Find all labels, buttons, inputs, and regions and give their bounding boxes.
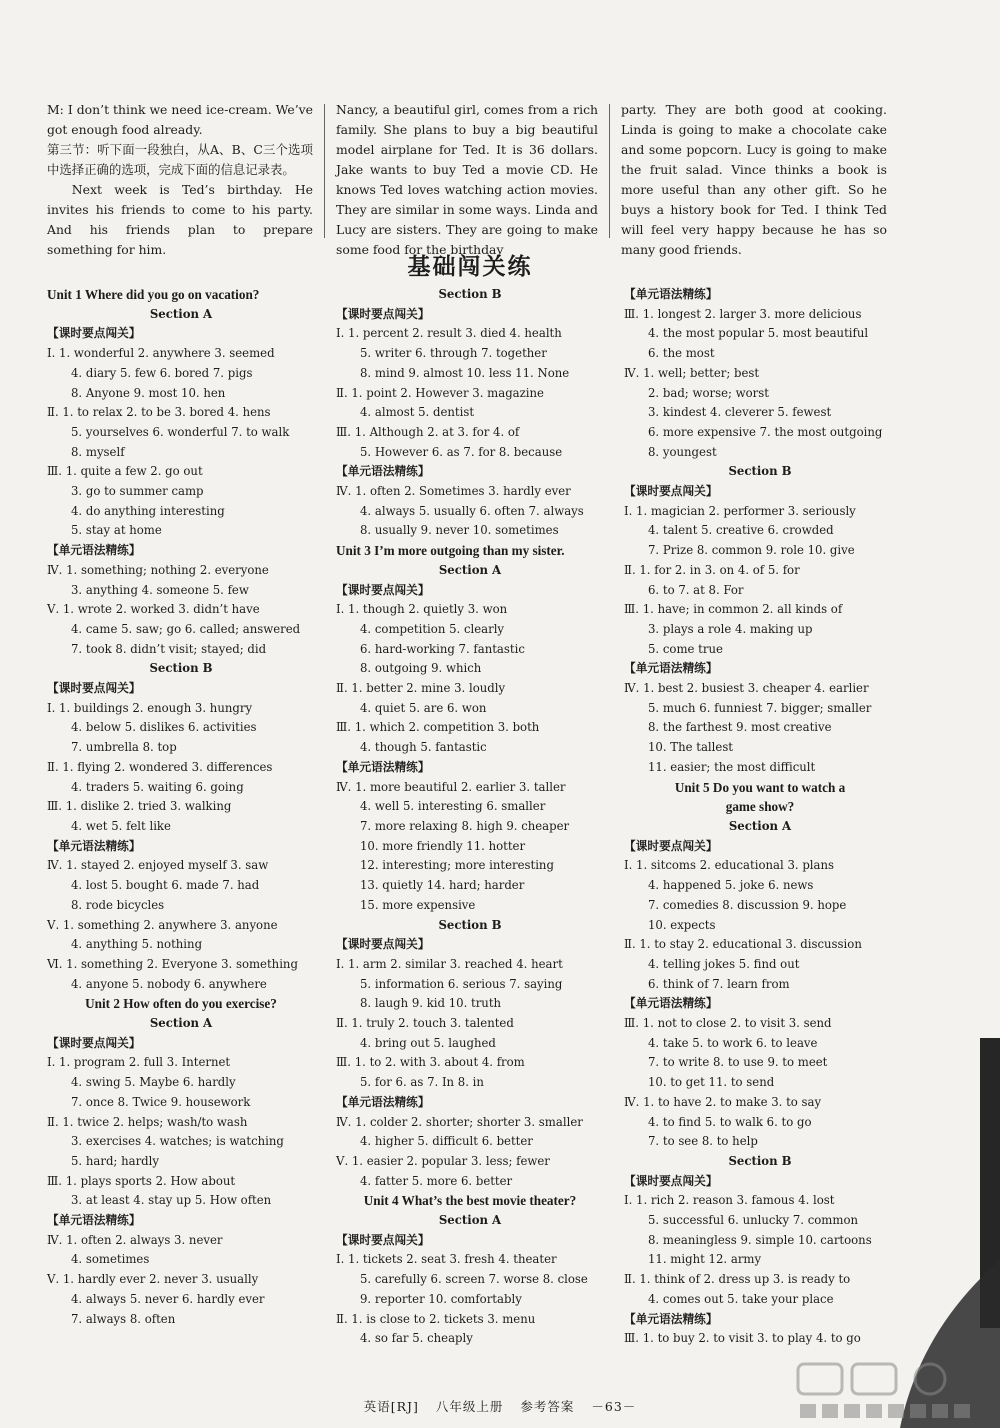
answer-line: 4. fatter 5. more 6. better [360, 1173, 513, 1188]
answer-line: 4. below 5. dislikes 6. activities [71, 720, 257, 735]
answer-line: 4. do anything interesting [71, 503, 225, 518]
exercise-heading: 【单元语法精练】 [336, 464, 430, 479]
exercise-heading: 【课时要点闯关】 [624, 1173, 718, 1188]
footer-label: 参考答案 [520, 1399, 575, 1414]
exercise-heading: 【单元语法精练】 [336, 1094, 430, 1109]
answer-line: Ⅳ. 1. colder 2. shorter; shorter 3. smaller [336, 1114, 583, 1129]
answer-line: 8. outgoing 9. which [360, 661, 482, 676]
answer-line: 4. though 5. fantastic [360, 740, 487, 755]
answer-line: 5. writer 6. through 7. together [360, 346, 547, 361]
listening-text-paragraph: Nancy, a beautiful girl, comes from a rich family. She plans to buy a big beautiful model airplane for Ted. It is 36 dollars. Jake wants to buy Ted a movie CD. He knows Ted loves watching action movies. They are similar in some ways. Linda and Lucy are sisters. They are going to make some food for the birthday [336, 102, 598, 257]
answer-line: 4. always 5. never 6. hardly ever [71, 1291, 265, 1306]
answer-line: 6. to 7. at 8. For [648, 582, 744, 597]
answer-line: Ⅲ. 1. have; in common 2. all kinds of [624, 602, 843, 617]
answer-line: Ⅲ. 1. longest 2. larger 3. more delicious [624, 306, 862, 321]
answer-line: Ⅰ. 1. magician 2. performer 3. seriously [624, 503, 856, 518]
listening-text-paragraph: M: I don’t think we need ice-cream. We’ve got enough food already. [47, 102, 313, 137]
answer-line: 3. exercises 4. watches; is watching [71, 1134, 284, 1149]
exercise-heading: 【单元语法精练】 [624, 1311, 718, 1326]
listening-text-column-2 [336, 100, 598, 260]
exercise-heading: 【单元语法精练】 [624, 287, 718, 301]
answers-column-1 [47, 285, 315, 1329]
answers-column-2 [336, 285, 604, 1349]
answer-line: Ⅳ. 1. often 2. Sometimes 3. hardly ever [336, 484, 571, 499]
answer-line: 4. always 5. usually 6. often 7. always [360, 503, 584, 518]
section-heading: Section A [149, 1016, 213, 1031]
answer-line: Ⅰ. 1. though 2. quietly 3. won [336, 602, 508, 617]
exercise-heading: 【单元语法精练】 [624, 661, 718, 676]
listening-text-column-1 [47, 100, 313, 260]
answer-line: 4. comes out 5. take your place [648, 1291, 834, 1306]
answers-column-3 [624, 285, 896, 1349]
unit-heading: Unit 4 What’s the best movie theater? [363, 1193, 577, 1209]
section-heading: Section A [728, 818, 792, 833]
answer-line: 8. myself [71, 444, 125, 459]
section-heading: Section A [438, 1213, 502, 1228]
answer-line: 4. bring out 5. laughed [360, 1035, 496, 1050]
exercise-heading: 【课时要点闯关】 [47, 1035, 141, 1050]
answer-line: Ⅰ. 1. program 2. full 3. Internet [47, 1055, 231, 1070]
answer-line: Ⅲ. 1. plays sports 2. How about [47, 1173, 236, 1188]
answer-line: Ⅱ. 1. to relax 2. to be 3. bored 4. hens [47, 405, 271, 420]
answer-line: Ⅲ. 1. dislike 2. tried 3. walking [47, 799, 232, 814]
answer-line: Ⅲ. 1. which 2. competition 3. both [336, 720, 540, 735]
answer-line: 4. happened 5. joke 6. news [648, 878, 814, 893]
answer-line: Ⅴ. 1. something 2. anywhere 3. anyone [47, 917, 278, 932]
answer-line: 8. laugh 9. kid 10. truth [360, 996, 502, 1011]
answer-line: 15. more expensive [360, 897, 476, 912]
answer-line: 7. more relaxing 8. high 9. cheaper [360, 818, 570, 833]
exercise-heading: 【课时要点闯关】 [336, 1232, 430, 1247]
unit-heading: game show? [725, 799, 795, 815]
section-heading: Section A [149, 306, 213, 321]
exercise-heading: 【课时要点闯关】 [47, 681, 141, 696]
answer-line: 8. mind 9. almost 10. less 11. None [360, 365, 570, 380]
answer-line: 6. think of 7. learn from [648, 976, 790, 991]
answer-line: Ⅳ. 1. to have 2. to make 3. to say [624, 1094, 822, 1109]
answer-line: Ⅱ. 1. better 2. mine 3. loudly [336, 681, 506, 696]
exercise-heading: 【课时要点闯关】 [624, 838, 718, 853]
exercise-heading: 【单元语法精练】 [624, 996, 718, 1011]
section-heading: Section B [438, 287, 502, 301]
answer-line: 7. comedies 8. discussion 9. hope [648, 897, 847, 912]
answer-line: 3. anything 4. someone 5. few [71, 582, 249, 597]
unit-heading: Unit 1 Where did you go on vacation? [47, 287, 260, 302]
answer-line: Ⅲ. 1. quite a few 2. go out [47, 464, 203, 479]
answer-line: 5. for 6. as 7. In 8. in [360, 1075, 484, 1090]
answer-line: Ⅲ. 1. to buy 2. to visit 3. to play 4. to go [624, 1331, 861, 1346]
answer-line: 4. came 5. saw; go 6. called; answered [71, 621, 301, 636]
answer-line: 4. anything 5. nothing [71, 937, 203, 952]
answer-line: 8. youngest [648, 444, 717, 459]
answer-line: 4. lost 5. bought 6. made 7. had [71, 878, 260, 893]
listening-text-paragraph: Next week is Ted’s birthday. He invites his friends to come to his party. And his friends plan to prepare something for him. [47, 182, 313, 257]
answer-line: Ⅳ. 1. best 2. busiest 3. cheaper 4. earlier [624, 681, 869, 696]
answer-line: Ⅲ. 1. to 2. with 3. about 4. from [336, 1055, 525, 1070]
answer-line: 4. telling jokes 5. find out [648, 956, 800, 971]
answer-line: 4. take 5. to work 6. to leave [648, 1035, 818, 1050]
answer-line: 7. once 8. Twice 9. housework [71, 1094, 251, 1109]
answer-line: Ⅰ. 1. arm 2. similar 3. reached 4. heart [336, 956, 563, 971]
answer-line: 4. talent 5. creative 6. crowded [648, 523, 834, 538]
answer-line: Ⅱ. 1. point 2. However 3. magazine [336, 385, 544, 400]
answer-line: 7. umbrella 8. top [71, 740, 177, 755]
section-heading: Section A [438, 562, 502, 577]
answer-line: 4. well 5. interesting 6. smaller [360, 799, 546, 814]
answer-line: 4. swing 5. Maybe 6. hardly [71, 1075, 236, 1090]
unit-heading: Unit 2 How often do you exercise? [85, 996, 277, 1012]
exercise-heading: 【单元语法精练】 [47, 1213, 141, 1228]
unit-heading: Unit 5 Do you want to watch a [674, 779, 846, 795]
answer-line: 4. traders 5. waiting 6. going [71, 779, 244, 794]
section-heading: Section B [149, 661, 213, 676]
footer-grade: 八年级上册 [435, 1399, 504, 1414]
column-divider [609, 104, 610, 238]
answer-line: Ⅵ. 1. something 2. Everyone 3. something [47, 956, 298, 971]
answer-line: Ⅳ. 1. often 2. always 3. never [47, 1232, 223, 1247]
answer-line: 3. kindest 4. cleverer 5. fewest [648, 405, 832, 420]
answer-line: Ⅰ. 1. rich 2. reason 3. famous 4. lost [624, 1193, 835, 1208]
answer-line: Ⅰ. 1. tickets 2. seat 3. fresh 4. theater [336, 1252, 557, 1267]
answer-line: 7. took 8. didn’t visit; stayed; did [71, 641, 267, 656]
answer-line: 8. Anyone 9. most 10. hen [71, 385, 226, 400]
section-title: 基础闯关练 [407, 253, 533, 280]
answer-line: 4. quiet 5. are 6. won [360, 700, 487, 715]
answer-line: Ⅱ. 1. to stay 2. educational 3. discussion [624, 937, 862, 952]
answer-line: 6. hard-working 7. fantastic [360, 641, 525, 656]
answer-line: 5. information 6. serious 7. saying [360, 976, 563, 991]
exercise-heading: 【单元语法精练】 [47, 543, 141, 558]
answer-line: Ⅲ. 1. not to close 2. to visit 3. send [624, 1016, 832, 1031]
answer-line: 4. anyone 5. nobody 6. anywhere [71, 976, 267, 991]
answer-line: Ⅳ. 1. well; better; best [624, 365, 760, 380]
footer-subject: 英语[RJ] [363, 1399, 419, 1414]
answer-line: 7. always 8. often [71, 1311, 176, 1326]
answer-line: 3. go to summer camp [71, 484, 204, 499]
exercise-heading: 【单元语法精练】 [336, 759, 430, 774]
answer-line: 8. rode bicycles [71, 897, 165, 912]
answer-line: 6. the most [648, 346, 715, 361]
answer-line: Ⅳ. 1. something; nothing 2. everyone [47, 562, 269, 577]
answer-line: 5. hard; hardly [71, 1153, 159, 1168]
listening-text-paragraph: 第三节：听下面一段独白，从A、B、C三个选项中选择正确的选项，完成下面的信息记录表。 [47, 142, 313, 177]
answer-line: Ⅰ. 1. wonderful 2. anywhere 3. seemed [47, 346, 275, 361]
answer-line: 6. more expensive 7. the most outgoing [648, 424, 883, 439]
exercise-heading: 【课时要点闯关】 [336, 582, 430, 597]
answer-line: Ⅰ. 1. buildings 2. enough 3. hungry [47, 700, 253, 715]
listening-text-paragraph: party. They are both good at cooking. Linda is going to make a chocolate cake and some popcorn. Lucy is going to make the fruit salad. Vince thinks a book is more useful than any other gift. So he buys a history book for Ted. I think Ted will feel very happy because he has so many good friends. [621, 102, 887, 257]
answer-line: Ⅱ. 1. flying 2. wondered 3. differences [47, 759, 273, 774]
answer-line: 4. wet 5. felt like [71, 818, 171, 833]
answer-line: 5. However 6. as 7. for 8. because [360, 444, 563, 459]
exercise-heading: 【课时要点闯关】 [336, 937, 430, 952]
answer-line: 8. meaningless 9. simple 10. cartoons [648, 1232, 872, 1247]
answer-line: Ⅱ. 1. is close to 2. tickets 3. menu [336, 1311, 536, 1326]
exercise-heading: 【课时要点闯关】 [47, 326, 141, 341]
answer-line: Ⅴ. 1. wrote 2. worked 3. didn’t have [47, 602, 260, 617]
answer-line: 10. expects [648, 917, 716, 932]
answer-line: 3. at least 4. stay up 5. How often [71, 1193, 272, 1208]
answer-line: 10. to get 11. to send [648, 1075, 775, 1090]
answer-line: 10. The tallest [648, 740, 734, 755]
answer-line: Ⅱ. 1. twice 2. helps; wash/to wash [47, 1114, 248, 1129]
answer-line: 5. carefully 6. screen 7. worse 8. close [360, 1272, 588, 1287]
section-heading: Section B [438, 917, 502, 932]
answer-line: 4. so far 5. cheaply [360, 1331, 473, 1346]
answer-line: Ⅰ. 1. sitcoms 2. educational 3. plans [624, 858, 835, 873]
answer-line: 2. bad; worse; worst [648, 385, 769, 400]
answer-line: 4. to find 5. to walk 6. to go [648, 1114, 812, 1129]
answer-line: 5. come true [648, 641, 723, 656]
answer-line: Ⅴ. 1. easier 2. popular 3. less; fewer [336, 1153, 550, 1168]
answer-line: 5. stay at home [71, 523, 162, 538]
answer-line: 4. the most popular 5. most beautiful [648, 326, 869, 341]
answer-line: Ⅴ. 1. hardly ever 2. never 3. usually [47, 1272, 259, 1287]
answer-line: 5. much 6. funniest 7. bigger; smaller [648, 700, 872, 715]
answer-line: 12. interesting; more interesting [360, 858, 554, 873]
answer-line: 4. almost 5. dentist [360, 405, 475, 420]
answer-line: 4. diary 5. few 6. bored 7. pigs [71, 365, 253, 380]
answer-line: 4. higher 5. difficult 6. better [360, 1134, 533, 1149]
answer-line: Ⅱ. 1. think of 2. dress up 3. is ready to [624, 1272, 851, 1287]
answer-line: 8. usually 9. never 10. sometimes [360, 523, 559, 538]
section-heading: Section B [728, 464, 792, 479]
answer-line: Ⅱ. 1. for 2. in 3. on 4. of 5. for [624, 562, 800, 577]
column-divider [324, 104, 325, 238]
section-heading: Section B [728, 1153, 792, 1168]
answer-line: 8. the farthest 9. most creative [648, 720, 832, 735]
answer-line: 4. sometimes [71, 1252, 150, 1267]
footer-page-number: －63－ [591, 1399, 637, 1414]
exercise-heading: 【单元语法精练】 [47, 838, 141, 853]
listening-text-column-3 [621, 100, 887, 260]
answer-line: Ⅲ. 1. Although 2. at 3. for 4. of [336, 424, 520, 439]
answer-line: Ⅰ. 1. percent 2. result 3. died 4. health [336, 326, 562, 341]
answer-line: 10. more friendly 11. hotter [360, 838, 526, 853]
unit-heading: Unit 3 I’m more outgoing than my sister. [336, 543, 565, 559]
answer-line: 11. might 12. army [648, 1252, 762, 1267]
answer-line: 11. easier; the most difficult [648, 759, 816, 774]
answer-line: Ⅳ. 1. stayed 2. enjoyed myself 3. saw [47, 858, 269, 873]
answer-line: Ⅱ. 1. truly 2. touch 3. talented [336, 1016, 514, 1031]
watermark-logo [790, 1360, 990, 1424]
answer-line: 9. reporter 10. comfortably [360, 1291, 522, 1306]
answer-line: 5. yourselves 6. wonderful 7. to walk [71, 424, 290, 439]
answer-line: 7. Prize 8. common 9. role 10. give [648, 543, 855, 558]
exercise-heading: 【课时要点闯关】 [624, 484, 718, 499]
answer-line: Ⅳ. 1. more beautiful 2. earlier 3. taller [336, 779, 566, 794]
answer-line: 3. plays a role 4. making up [648, 621, 813, 636]
exercise-heading: 【课时要点闯关】 [336, 306, 430, 321]
answer-line: 4. competition 5. clearly [360, 621, 505, 636]
answer-line: 5. successful 6. unlucky 7. common [648, 1213, 859, 1228]
answer-line: 7. to write 8. to use 9. to meet [648, 1055, 828, 1070]
answer-line: 7. to see 8. to help [648, 1134, 758, 1149]
answer-line: 13. quietly 14. hard; harder [360, 878, 525, 893]
